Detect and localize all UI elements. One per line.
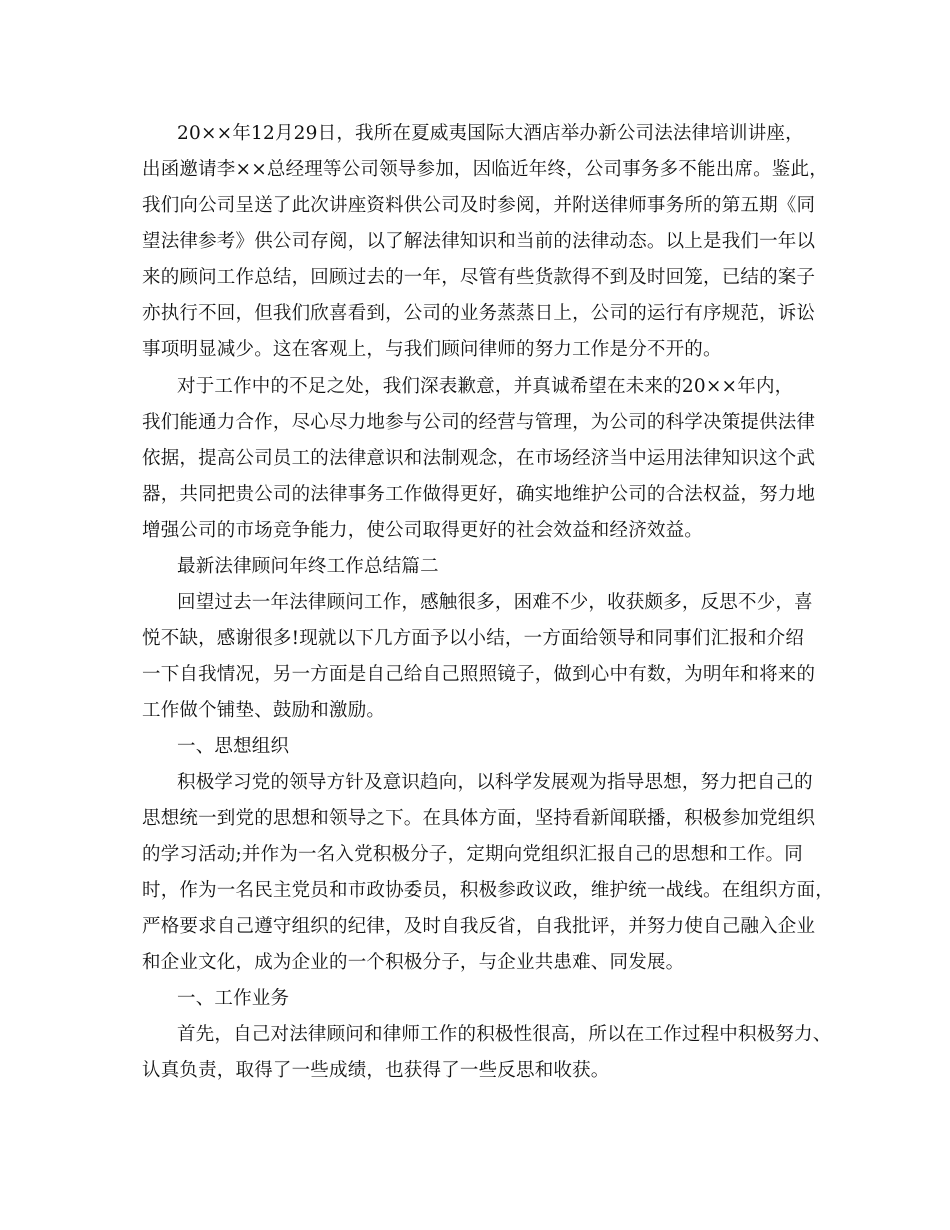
paragraph-2-line-5: 增强公司的市场竞争能力，使公司取得更好的社会效益和经济效益。	[142, 520, 704, 541]
paragraph-1-line-3: 我们向公司呈送了此次讲座资料供公司及时参阅，并附送律师事务所的第五期《同	[142, 195, 816, 216]
paragraph-2-line-3: 依据，提高公司员工的法律意识和法制观念，在市场经济当中运用法律知识这个武	[142, 448, 816, 469]
paragraph-4-line-1: 积极学习党的领导方针及意识趋向，以科学发展观为指导思想，努力把自己的	[177, 772, 813, 793]
paragraph-1-line-7: 事项明显减少。这在客观上，与我们顾问律师的努力工作是分不开的。	[142, 339, 722, 360]
section-title-part-two: 最新法律顾问年终工作总结篇二	[177, 556, 439, 577]
paragraph-4-line-6: 和企业文化，成为企业的一个积极分子，与企业共患难、同发展。	[142, 952, 685, 973]
paragraph-5-line-2: 认真负责，取得了一些成绩，也获得了一些反思和收获。	[142, 1060, 610, 1081]
paragraph-3-line-4: 工作做个铺垫、鼓励和激励。	[142, 700, 386, 721]
paragraph-4-line-3: 的学习活动;并作为一名入党积极分子，定期向党组织汇报自己的思想和工作。同	[142, 844, 803, 865]
paragraph-4-line-4: 时，作为一名民主党员和市政协委员，积极参政议政，维护统一战线。在组织方面，	[142, 880, 834, 901]
paragraph-1-line-2: 出函邀请李××总经理等公司领导参加，因临近年终，公司事务多不能出席。鉴此，	[142, 159, 828, 180]
heading-work-business: 一、工作业务	[177, 988, 290, 1009]
paragraph-5-line-1: 首先，自己对法律顾问和律师工作的积极性很高，所以在工作过程中积极努力、	[177, 1024, 832, 1045]
paragraph-4-line-5: 严格要求自己遵守组织的纪律，及时自我反省，自我批评，并努力使自己融入企业	[142, 916, 816, 937]
paragraph-4-line-2: 思想统一到党的思想和领导之下。在具体方面，坚持看新闻联播，积极参加党组织	[142, 808, 816, 829]
paragraph-3-line-3: 一下自我情况，另一方面是自己给自己照照镜子，做到心中有数，为明年和将来的	[142, 664, 816, 685]
paragraph-1-line-1: 20××年12月29日，我所在夏威夷国际大酒店举办新公司法法律培训讲座，	[177, 123, 804, 144]
heading-thought-organization: 一、思想组织	[177, 736, 290, 757]
paragraph-2-line-2: 我们能通力合作，尽心尽力地参与公司的经营与管理，为公司的科学决策提供法律	[142, 412, 816, 433]
paragraph-1-line-6: 亦执行不回，但我们欣喜看到，公司的业务蒸蒸日上，公司的运行有序规范，诉讼	[142, 303, 816, 324]
paragraph-2-line-4: 器，共同把贵公司的法律事务工作做得更好，确实地维护公司的合法权益，努力地	[142, 484, 816, 505]
paragraph-1-line-5: 来的顾问工作总结，回顾过去的一年，尽管有些货款得不到及时回笼，已结的案子	[142, 267, 816, 288]
paragraph-3-line-1: 回望过去一年法律顾问工作，感触很多，困难不少，收获颇多，反思不少，喜	[177, 592, 813, 613]
paragraph-3-line-2: 悦不缺，感谢很多!现就以下几方面予以小结，一方面给领导和同事们汇报和介绍	[142, 628, 805, 649]
paragraph-2-line-1: 对于工作中的不足之处，我们深表歉意，并真诚希望在未来的20××年内，	[177, 376, 794, 397]
paragraph-1-line-4: 望法律参考》供公司存阅，以了解法律知识和当前的法律动态。以上是我们一年以	[142, 231, 816, 252]
